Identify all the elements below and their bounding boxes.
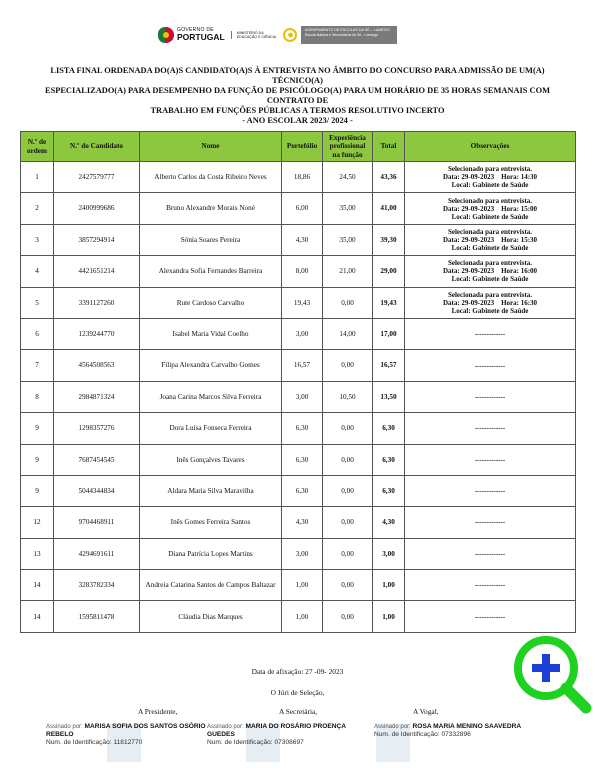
- cell-numero: 4564508563: [54, 350, 140, 381]
- cell-ordem: 3: [21, 224, 54, 255]
- observation-line: Local: Gabinete de Saúde: [451, 306, 529, 315]
- cell-experiencia: 0,00: [323, 570, 373, 601]
- cell-ordem: 1: [21, 162, 54, 193]
- observation-line: Local: Gabinete de Saúde: [451, 275, 529, 284]
- signature-block-2: [207, 723, 370, 747]
- posting-date: Data de afixação: 27 -09- 2023: [251, 667, 344, 676]
- title-line2: ESPECIALIZADO(A) PARA DESEMPENHO DA FUNÇÃO DE PSICÓLOGO(A) PARA UM HORÁRIO DE 35 HORAS SEMANAIS COM CONTRATO DE: [44, 85, 550, 105]
- signature-label: Assinado por:: [46, 724, 83, 730]
- signer-name: MARIA DO ROSÁRIO PROENÇA GUEDES: [207, 723, 346, 739]
- cell-portefolio: 6,30: [282, 444, 323, 475]
- cell-ordem: 8: [21, 381, 54, 412]
- cell-numero: 4421651214: [54, 256, 140, 287]
- observation-line: -------------: [474, 455, 506, 464]
- table-row: [21, 444, 576, 475]
- cell-portefolio: 1,00: [282, 601, 323, 632]
- cell-numero: 5044344834: [54, 475, 140, 506]
- signature-label: Assinado por:: [207, 724, 244, 730]
- cell-experiencia: 0,00: [323, 413, 373, 444]
- cell-experiencia: 35,00: [323, 193, 373, 224]
- cell-nome: Inês Gomes Ferreira Santos: [140, 507, 282, 538]
- cell-ordem: 7: [21, 350, 54, 381]
- cell-observacoes: [405, 224, 576, 255]
- cell-ordem: 12: [21, 507, 54, 538]
- cell-experiencia: 0,00: [323, 538, 373, 569]
- table-row: [21, 224, 576, 255]
- observation-line: -------------: [474, 581, 506, 590]
- table-row: [21, 475, 576, 506]
- cell-nome: Alberto Carlos da Costa Ribeiro Neves: [140, 162, 282, 193]
- cell-nome: Rute Cardoso Carvalho: [140, 287, 282, 318]
- observation-line: Data: 29-09-2023 Hora: 15:30: [442, 235, 538, 244]
- cell-observacoes: [405, 318, 576, 349]
- cell-ordem: 13: [21, 538, 54, 569]
- cell-ordem: 2: [21, 193, 54, 224]
- cell-observacoes: [405, 256, 576, 287]
- cell-portefolio: 19,43: [282, 287, 323, 318]
- cell-experiencia: 14,00: [323, 318, 373, 349]
- cell-portefolio: 1,00: [282, 570, 323, 601]
- cell-numero: 3391127260: [54, 287, 140, 318]
- signature-block-3: [374, 723, 552, 739]
- cell-portefolio: 4,30: [282, 507, 323, 538]
- ministry-name: MINISTÉRIO DA EDUCAÇÃO E CIÊNCIA: [231, 31, 277, 40]
- col-header-ordem: N.º de ordem: [21, 132, 54, 162]
- col-header-total: Total: [373, 132, 405, 162]
- title-line1: LISTA FINAL ORDENADA DO(A)S CANDIDATO(A)S À ENTREVISTA NO ÂMBITO DO CONCURSO PARA ADMISSÃO DE UM(A) TÉCNICO(A): [50, 66, 545, 85]
- cell-observacoes: [405, 350, 576, 381]
- cell-numero: 1239244770: [54, 318, 140, 349]
- table-row: [21, 381, 576, 412]
- cell-numero: 3857294914: [54, 224, 140, 255]
- government-logo: [158, 27, 225, 43]
- cell-numero: 9704468911: [54, 507, 140, 538]
- cell-observacoes: [405, 413, 576, 444]
- observation-line: -------------: [474, 361, 506, 370]
- document-header: [158, 22, 397, 48]
- observation-line: Selecionada para entrevista.: [447, 259, 533, 268]
- cell-nome: Aldara Maria Silva Maravilha: [140, 475, 282, 506]
- observation-line: Data: 29-09-2023 Hora: 14:30: [442, 173, 538, 182]
- col-header-experiencia: Experiência profissional na função: [323, 132, 373, 162]
- cell-total: 6,30: [373, 413, 405, 444]
- observation-line: -------------: [474, 487, 506, 496]
- cell-total: 4,30: [373, 507, 405, 538]
- cell-numero: 2984871324: [54, 381, 140, 412]
- cell-nome: Alexandra Sofia Fernandes Barreira: [140, 256, 282, 287]
- cell-numero: 2427579777: [54, 162, 140, 193]
- cell-portefolio: 6,30: [282, 475, 323, 506]
- school-line1: AGRUPAMENTO DE ESCOLAS DA SÉ – LAMEGO: [304, 28, 390, 32]
- gov-line2: PORTUGAL: [177, 32, 225, 43]
- cell-observacoes: [405, 162, 576, 193]
- observation-line: -------------: [474, 424, 506, 433]
- cell-experiencia: 0,00: [323, 601, 373, 632]
- col-header-nome: Nome: [140, 132, 282, 162]
- observation-line: Data: 29-09-2023 Hora: 15:00: [442, 204, 538, 213]
- results-table: [20, 131, 576, 633]
- cell-observacoes: [405, 475, 576, 506]
- cell-total: 19,43: [373, 287, 405, 318]
- cell-numero: 7687454545: [54, 444, 140, 475]
- cell-total: 16,57: [373, 350, 405, 381]
- observation-line: -------------: [474, 612, 506, 621]
- observation-line: Local: Gabinete de Saúde: [451, 244, 529, 252]
- cell-observacoes: [405, 507, 576, 538]
- observation-line: Selecionado para entrevista.: [447, 165, 533, 174]
- cell-nome: Sónia Soares Pereira: [140, 224, 282, 255]
- table-row: [21, 601, 576, 632]
- observation-line: Local: Gabinete de Saúde: [451, 212, 529, 221]
- secretary-label: A Secretária,: [279, 707, 318, 716]
- signature-label: Assinado por:: [374, 724, 411, 730]
- cell-total: 1,00: [373, 570, 405, 601]
- table-row: [21, 507, 576, 538]
- cell-portefolio: 3,00: [282, 538, 323, 569]
- signer-id: Num. de Identificação: 11812770: [46, 739, 143, 747]
- observation-line: -------------: [474, 549, 506, 558]
- cell-ordem: 14: [21, 601, 54, 632]
- cell-total: 17,00: [373, 318, 405, 349]
- cell-nome: Isabel Maria Vidal Coelho: [140, 318, 282, 349]
- cell-experiencia: 0,00: [323, 475, 373, 506]
- cell-nome: Joana Carina Marcos Silva Ferreira: [140, 381, 282, 412]
- table-row: [21, 287, 576, 318]
- title-line4: - ANO ESCOLAR 2023/ 2024 -: [242, 115, 353, 125]
- cell-nome: Cláudia Dias Marques: [140, 601, 282, 632]
- president-label: A Presidente,: [138, 707, 178, 716]
- cell-observacoes: [405, 601, 576, 632]
- signer-id: Num. de Identificação: 07308697: [207, 739, 304, 747]
- jury-label: O Júri de Seleção,: [270, 688, 325, 697]
- cell-ordem: 4: [21, 256, 54, 287]
- cell-numero: 1298357276: [54, 413, 140, 444]
- cell-ordem: 9: [21, 475, 54, 506]
- cell-nome: Andreia Catarina Santos de Campos Baltazar: [140, 570, 282, 601]
- table-header-row: [21, 132, 576, 162]
- zoom-in-icon[interactable]: [508, 630, 592, 714]
- cell-portefolio: 18,86: [282, 162, 323, 193]
- table-body: [21, 162, 576, 633]
- gov-line1: GOVERNO DE: [177, 27, 214, 34]
- cell-total: 6,30: [373, 444, 405, 475]
- cell-nome: Inês Gonçalves Tavares: [140, 444, 282, 475]
- col-header-observacoes: Observações: [405, 132, 576, 162]
- observation-line: Selecionada para entrevista.: [447, 227, 533, 236]
- portugal-crest-icon: [158, 27, 174, 43]
- vogal-label: A Vogal,: [413, 707, 439, 716]
- cell-numero: 1595811478: [54, 601, 140, 632]
- school-logo-icon: [283, 28, 297, 42]
- col-header-numero: N.º do Candidato: [54, 132, 140, 162]
- observation-line: Data: 29-09-2023 Hora: 16:00: [442, 267, 538, 276]
- cell-total: 41,00: [373, 193, 405, 224]
- observation-line: Selecionado para entrevista.: [447, 196, 533, 205]
- observation-line: Selecionada para entrevista.: [447, 290, 533, 299]
- cell-nome: Diana Patrícia Lopes Martins: [140, 538, 282, 569]
- signer-id: Num. de Identificação: 07332896: [374, 731, 471, 739]
- cell-portefolio: 6,30: [282, 413, 323, 444]
- cell-numero: 4294691611: [54, 538, 140, 569]
- school-band: [301, 26, 397, 44]
- table-row: [21, 256, 576, 287]
- table-row: [21, 413, 576, 444]
- cell-observacoes: [405, 193, 576, 224]
- cell-nome: Bruno Alexandre Morais Noné: [140, 193, 282, 224]
- cell-total: 43,36: [373, 162, 405, 193]
- cell-ordem: 5: [21, 287, 54, 318]
- cell-experiencia: 0,00: [323, 287, 373, 318]
- table-row: [21, 318, 576, 349]
- observation-line: Data: 29-09-2023 Hora: 16:30: [442, 298, 538, 307]
- observation-line: -------------: [474, 392, 506, 401]
- signer-name: MARISA SOFIA DOS SANTOS OSÓRIO REBELO: [46, 723, 206, 739]
- observation-line: -------------: [474, 330, 506, 339]
- cell-experiencia: 24,50: [323, 162, 373, 193]
- cell-experiencia: 0,00: [323, 507, 373, 538]
- table-row: [21, 570, 576, 601]
- cell-nome: Dora Luísa Fonseca Ferreira: [140, 413, 282, 444]
- title-line3: TRABALHO EM FUNÇÕES PÚBLICAS A TERMOS RESOLUTIVO INCERTO: [150, 105, 445, 115]
- signer-name: ROSA MARIA MENINO SAAVEDRA: [412, 723, 522, 730]
- table-row: [21, 538, 576, 569]
- cell-numero: 3283782334: [54, 570, 140, 601]
- cell-total: 29,00: [373, 256, 405, 287]
- cell-portefolio: 6,00: [282, 193, 323, 224]
- cell-experiencia: 35,00: [323, 224, 373, 255]
- observation-line: Local: Gabinete de Saúde: [451, 181, 529, 190]
- col-header-portefolio: Portefólio: [282, 132, 323, 162]
- cell-nome: Filipa Alexandra Carvalho Gomes: [140, 350, 282, 381]
- cell-ordem: 14: [21, 570, 54, 601]
- cell-total: 13,50: [373, 381, 405, 412]
- cell-observacoes: [405, 381, 576, 412]
- cell-total: 6,30: [373, 475, 405, 506]
- cell-portefolio: 16,57: [282, 350, 323, 381]
- cell-experiencia: 0,00: [323, 350, 373, 381]
- cell-experiencia: 0,00: [323, 444, 373, 475]
- cell-observacoes: [405, 538, 576, 569]
- signature-block-1: [46, 723, 206, 747]
- cell-total: 3,00: [373, 538, 405, 569]
- cell-ordem: 6: [21, 318, 54, 349]
- table-row: [21, 350, 576, 381]
- cell-observacoes: [405, 570, 576, 601]
- cell-total: 39,30: [373, 224, 405, 255]
- cell-observacoes: [405, 287, 576, 318]
- cell-total: 1,00: [373, 601, 405, 632]
- document-title: [30, 66, 565, 125]
- cell-portefolio: 4,30: [282, 224, 323, 255]
- cell-portefolio: 3,00: [282, 381, 323, 412]
- cell-experiencia: 21,00: [323, 256, 373, 287]
- observation-line: -------------: [474, 518, 506, 527]
- cell-experiencia: 10,50: [323, 381, 373, 412]
- cell-observacoes: [405, 444, 576, 475]
- table-row: [21, 193, 576, 224]
- table-row: [21, 162, 576, 193]
- cell-ordem: 9: [21, 444, 54, 475]
- cell-ordem: 9: [21, 413, 54, 444]
- cell-portefolio: 8,00: [282, 256, 323, 287]
- cell-numero: 2400999686: [54, 193, 140, 224]
- cell-portefolio: 3,00: [282, 318, 323, 349]
- school-line2: Escola Básica e Secundária da Sé - Lamego: [304, 32, 378, 37]
